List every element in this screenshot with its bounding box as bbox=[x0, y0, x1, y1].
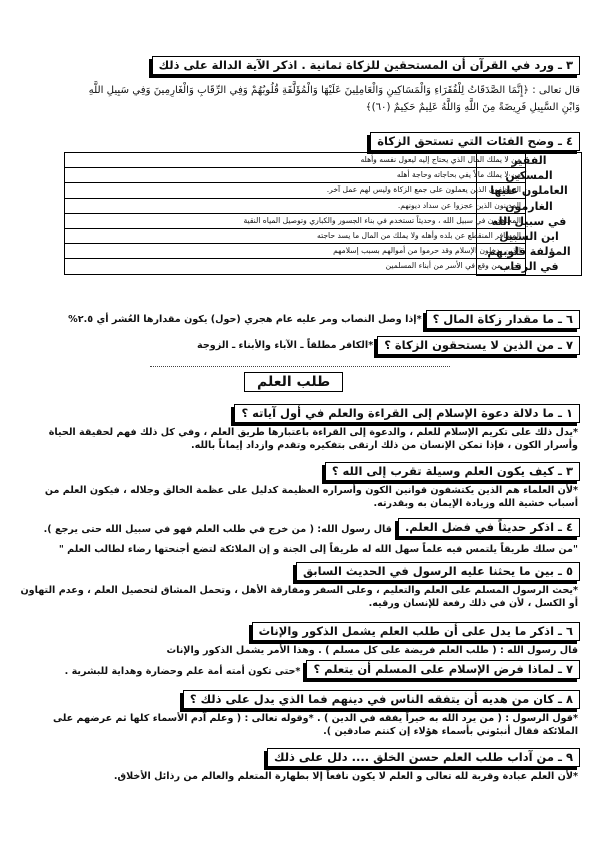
ayah-line-2: وَابْنِ السَّبِيلِ فَرِيضَةً مِنَ اللَّهِ وَاللَّهُ عَلِيمٌ حَكِيمٌ (٦٠)﴾ bbox=[365, 102, 580, 113]
question-3-box: ٣ ـ ورد في القرآن أن المستحقين للزكاة ثمانية . اذكر الآية الدالة على ذلك bbox=[152, 56, 580, 75]
knowledge-question-4 bbox=[12, 518, 580, 556]
answer-line: *لأن العلم عبادة وقربة لله تعالى و العلم لا يكون نافعاً إلا بطهارة المتعلم والعالم من رذائل الأخلاق. bbox=[113, 771, 578, 782]
definition-cell: الذين يدخلون الإسلام وقد حرموا من أموالهم بسبب إسلامهم bbox=[65, 244, 526, 259]
question-6 bbox=[68, 310, 580, 329]
category-item: الفقير bbox=[511, 154, 547, 167]
category-item: في سبيل الله bbox=[491, 214, 567, 228]
question-box: ٧ ـ لماذا فرض الإسلام على المسلم أن يتعلم ؟ bbox=[306, 660, 580, 679]
ayah-text bbox=[12, 82, 580, 116]
question-6-box: ٦ ـ ما مقدار زكاة المال ؟ bbox=[426, 310, 580, 329]
answer-line: *لأن العلماء هم الذين يكتشفون قوانين الكون وأسراره العظيمة كدليل على عظمة الخالق وجلاله ، فيكون العلم من bbox=[44, 485, 578, 496]
definition-cell: المجاهدون في سبيل الله ، وحديثاً تستخدم في بناء الجسور والكباري وتوصيل المياه النقية bbox=[65, 213, 526, 228]
category-item: في الرقاب bbox=[499, 260, 559, 274]
definition-cell: المسافر المنقطع عن بلده وأهله ولا يملك من المال ما يسد حاجته bbox=[65, 228, 526, 243]
answer-line: *يدل ذلك على تكريم الإسلام للعلم ، والدعوة إلى القراءة باعتبارها طريق العلم ، وفي كل ذلك فهم لحقيقة الحياة bbox=[48, 427, 578, 438]
answer-line: *يحث الرسول المسلم على العلم والتعليم ، وعلى السفر ومفارقة الأهل ، وتحمل المشاق لتحصيل العلم ، وعدم التهاون bbox=[20, 585, 578, 596]
ayah-line-1: قال تعالى : ﴿إِنَّمَا الصَّدَقَاتُ لِلْفُقَرَاءِ وَالْمَسَاكِينِ وَالْعَامِلِينَ عَلَيْهَا وَالْمُؤَلَّفَةِ قُلُوبُهُمْ وَفِي الرِّقَابِ وَالْغَارِمِينَ وَفِي سَبِيلِ اللَّهِ bbox=[88, 85, 580, 96]
table-row bbox=[65, 244, 526, 259]
table-row bbox=[65, 168, 526, 183]
section-title: طلب العلم bbox=[244, 372, 343, 392]
answer-line: قال رسول الله : ( طلب العلم فريضة على كل مسلم ) . وهذا الأمر يشمل الذكور والإناث bbox=[166, 645, 578, 656]
question-4 bbox=[370, 130, 580, 151]
knowledge-question-6 bbox=[12, 620, 580, 657]
question-box: ٤ ـ اذكر حديثاً في فضل العلم. bbox=[398, 518, 580, 537]
knowledge-question-7 bbox=[12, 660, 580, 682]
definition-cell: من لا يملك مالاً يفي بحاجاته وحاجة أهله bbox=[65, 168, 526, 183]
answer-line: الملائكة فقال أنبئوني بأسماء هؤلاء إن كنتم صادقين ). bbox=[323, 726, 578, 737]
question-box: ٦ ـ اذكر ما يدل على أن طلب العلم يشمل الذكور والإناث bbox=[252, 622, 580, 641]
question-box: ٣ ـ كيف يكون العلم وسيلة تقرب إلى الله ؟ bbox=[325, 462, 580, 481]
question-7-box: ٧ ـ من الذين لا يستحقون الزكاة ؟ bbox=[377, 336, 580, 355]
knowledge-question-5 bbox=[12, 560, 580, 610]
definition-cell: المدينون الذين عجزوا عن سداد ديونهم. bbox=[65, 198, 526, 213]
knowledge-question-1 bbox=[12, 402, 580, 452]
table-row bbox=[65, 228, 526, 243]
question-6-answer: *إذا وصل النصاب ومر عليه عام هجري (حول) يكون مقدارها العُشر أي ٢.٥% bbox=[68, 314, 422, 325]
category-item: ابن السبيل bbox=[499, 229, 559, 243]
question-box: ٩ ـ من آداب طلب العلم حسن الخلق .... دلل على ذلك bbox=[267, 748, 580, 767]
question-7 bbox=[197, 336, 580, 355]
section-divider bbox=[150, 366, 450, 367]
question-box: ٥ ـ بين ما يحثنا عليه الرسول في الحديث السابق bbox=[296, 562, 580, 581]
definition-cell: تحرير من وقع في الأسر من أبناء المسلمين bbox=[65, 259, 526, 274]
table-row bbox=[65, 183, 526, 198]
question-box: ١ ـ ما دلالة دعوة الإسلام إلى القراءة والعلم في أول آياته ؟ bbox=[234, 404, 580, 423]
table-row bbox=[65, 153, 526, 168]
table-row bbox=[65, 213, 526, 228]
knowledge-question-9 bbox=[12, 746, 580, 783]
knowledge-question-8 bbox=[12, 688, 580, 738]
question-4-box: ٤ ـ وضح الفئات التي تستحق الزكاة bbox=[370, 132, 580, 151]
answer-line: "من سلك طريقاً يلتمس فيه علماً سهل الله له طريقاً إلى الجنة و إن الملائكة لتضع أجنحتها رضاء لطالب العلم " bbox=[58, 544, 578, 555]
zakat-definitions-table bbox=[64, 152, 526, 275]
category-item: العاملون عليها bbox=[490, 184, 568, 198]
knowledge-question-3 bbox=[12, 460, 580, 510]
inline-answer: *حتى تكون أمته أمة علم وحضارة وهداية للبشرية . bbox=[64, 665, 301, 677]
table-row bbox=[65, 259, 526, 274]
category-item: المسكين bbox=[505, 169, 553, 183]
question-7-answer: *الكافر مطلقاً ـ الآباء والأبناء ـ الزوجة bbox=[197, 340, 374, 351]
definition-cell: من لا يملك المال الذي يحتاج إليه ليعول نفسه وأهله bbox=[65, 153, 526, 168]
question-box: ٨ ـ كان من هديه أن يتفقه الناس في دينهم فما الذي يدل على ذلك ؟ bbox=[183, 690, 580, 709]
answer-line: أسباب خشية الله وزيادة الإيمان به وبقدرته. bbox=[373, 498, 578, 509]
category-item: المؤلفة قلوبهم bbox=[487, 245, 571, 259]
inline-answer: قال رسول الله: ( من خرج في طلب العلم فهو في سبيل الله حتى يرجع ). bbox=[43, 523, 392, 535]
answer-line: وأسرار الكون ، فإذا تمكن الإنسان من ذلك ارتقى بتفكيره وتقدم وازداد إيماناً بالله. bbox=[190, 440, 578, 451]
table-row bbox=[65, 198, 526, 213]
question-3 bbox=[152, 54, 580, 75]
category-item: الغارمون bbox=[505, 199, 553, 213]
definition-cell: الموظفون الذين يعملون على جمع الزكاة وليس لهم عمل آخر. bbox=[65, 183, 526, 198]
answer-line: *قول الرسول : ( من يرد الله به خيراً يفقه في الدين ) . *وقوله تعالى : ( وعلم آدم الأسماء كلها ثم عرضهم على bbox=[52, 713, 578, 724]
answer-line: أو الكسل ، لأن في ذلك رفعة للإنسان ورقيه. bbox=[368, 598, 578, 609]
